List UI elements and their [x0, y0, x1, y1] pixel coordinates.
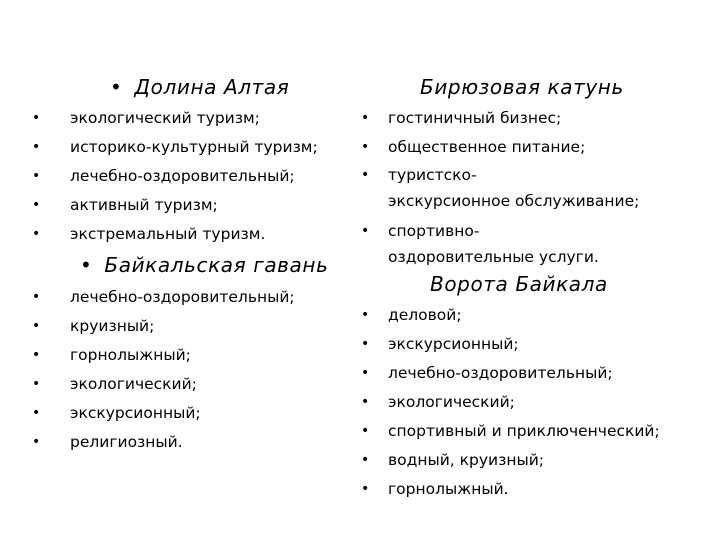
bullet-icon: •	[361, 139, 370, 155]
list-item: • водный, круизный;	[388, 446, 660, 475]
list-item: • религиозный.	[70, 428, 295, 457]
list-item: • историко-культурный туризм;	[70, 133, 318, 162]
list-item: • лечебно-оздоровительный;	[70, 162, 318, 191]
list-item: • лечебно-оздоровительный;	[388, 359, 660, 388]
bullet-icon: •	[32, 197, 41, 213]
heading-bullet: •	[80, 253, 93, 277]
bullet-icon: •	[32, 226, 41, 242]
list-item: • экскурсионный;	[70, 399, 295, 428]
list-item: • экстремальный туризм.	[70, 220, 318, 249]
bullet-icon: •	[361, 423, 370, 439]
list-item: • круизный;	[70, 312, 295, 341]
list-item: • активный туризм;	[70, 191, 318, 220]
list-vorota-baikala	[361, 301, 660, 504]
bullet-icon: •	[32, 139, 41, 155]
list-item: • горнолыжный.	[388, 475, 660, 504]
heading-baikalskaya-gavan	[80, 253, 328, 277]
bullet-icon: •	[32, 318, 41, 334]
bullet-icon: •	[32, 168, 41, 184]
heading-text: Долина Алтая	[134, 75, 290, 99]
bullet-icon: •	[361, 481, 370, 497]
bullet-icon: •	[361, 110, 370, 126]
list-item: • горнолыжный;	[70, 341, 295, 370]
list-item: • гостиничный бизнес;	[388, 104, 639, 133]
bullet-icon: •	[361, 452, 370, 468]
bullet-icon: •	[361, 336, 370, 352]
list-item: • экологический;	[388, 388, 660, 417]
list-item: • экологический туризм;	[70, 104, 318, 133]
bullet-icon: •	[32, 347, 41, 363]
heading-biryuzovaya-katun	[420, 75, 624, 99]
bullet-icon: •	[32, 110, 41, 126]
list-item: • экологический;	[70, 370, 295, 399]
list-dolina-altaya	[32, 104, 318, 249]
heading-bullet: •	[110, 75, 123, 99]
list-item: • туристско- экскурсионное обслуживание;	[388, 162, 639, 214]
list-item: • спортивно- оздоровительные услуги.	[388, 218, 639, 270]
bullet-icon: •	[32, 434, 41, 450]
list-item: • общественное питание;	[388, 133, 639, 162]
bullet-icon: •	[361, 394, 370, 410]
list-baikalskaya-gavan	[32, 283, 295, 457]
heading-vorota-baikala	[430, 272, 608, 296]
heading-dolina-altaya	[110, 75, 289, 99]
bullet-icon: •	[32, 405, 41, 421]
bullet-icon: •	[361, 223, 370, 239]
heading-text: Ворота Байкала	[430, 272, 608, 296]
bullet-icon: •	[32, 376, 41, 392]
list-item: • лечебно-оздоровительный;	[70, 283, 295, 312]
list-item: • экскурсионный;	[388, 330, 660, 359]
list-item: • спортивный и приключенческий;	[388, 417, 660, 446]
list-biryuzovaya-katun	[361, 104, 640, 274]
heading-text: Байкальская гавань	[104, 253, 329, 277]
bullet-icon: •	[361, 365, 370, 381]
bullet-icon: •	[361, 167, 370, 183]
bullet-icon: •	[361, 307, 370, 323]
list-item: • деловой;	[388, 301, 660, 330]
bullet-icon: •	[32, 289, 41, 305]
heading-text: Бирюзовая катунь	[420, 75, 624, 99]
